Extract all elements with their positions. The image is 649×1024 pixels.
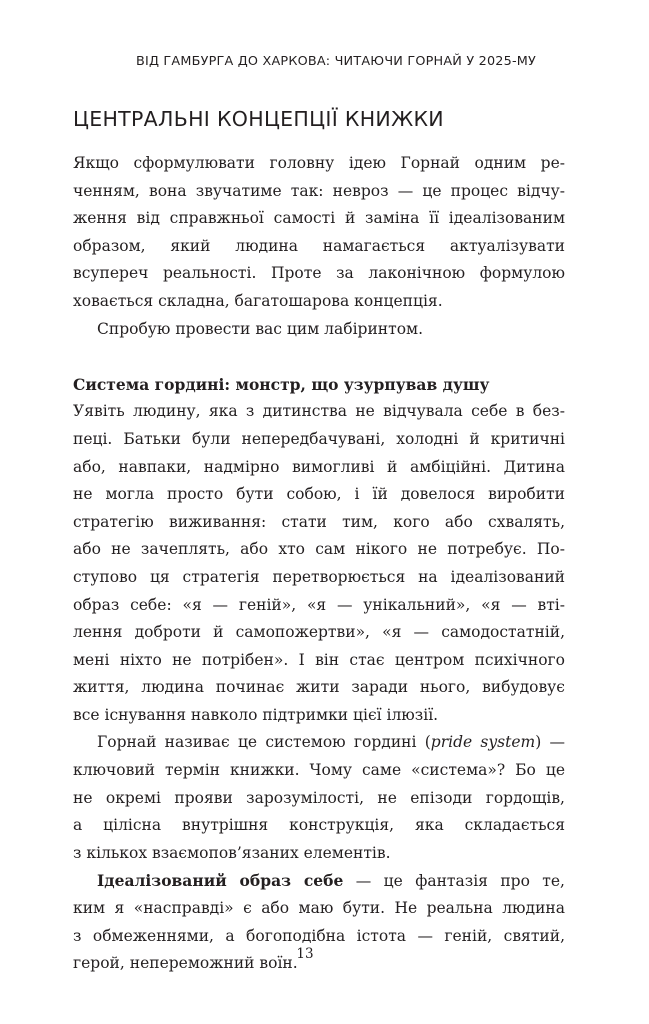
text-line: всупереч реальності. Проте за лаконічною формулою <box>73 264 565 283</box>
text-line: ступово ця стратегія перетворюється на ідеалізований <box>73 567 565 586</box>
text-line: ховається складна, багатошарова концепція. <box>73 291 443 310</box>
text-line: лення доброти й самопожертви», «я — самодостатній, <box>73 623 565 642</box>
running-head: ВІД ГАМБУРГА ДО ХАРКОВА: ЧИТАЮЧИ ГОРНАЙ У 2025-МУ <box>136 54 537 69</box>
text-line: стратегію виживання: стати тим, кого або схвалять, <box>73 512 565 531</box>
text-line: Уявіть людину, яка з дитинства не відчувала себе в без- <box>73 402 565 421</box>
term-bold: Ідеалізований образ себе <box>97 871 344 891</box>
text-line: з кількох взаємопов’язаних елементів. <box>73 843 391 862</box>
text-run: — це фантазія про те, <box>343 872 565 891</box>
text-line: все існування навколо підтримки цієї ілюзії. <box>73 705 439 724</box>
text-line: або не зачеплять, або хто сам нікого не потребує. По- <box>73 540 565 559</box>
text-line: ченням, вона звучатиме так: невроз — це процес відчу- <box>73 181 565 200</box>
text-line: з обмеженнями, а богоподібна істота — геній, святий, <box>73 926 565 945</box>
body-text <box>73 150 565 978</box>
text-line: ження від справжньої самості й заміна її ідеалізованим <box>73 209 565 228</box>
text-line: не окремі прояви зарозумілості, не епізоди гордощів, <box>73 788 565 807</box>
text-line: герой, непереможний воїн. <box>73 954 298 973</box>
text-line <box>73 867 565 895</box>
text-line: пеці. Батьки були непередбачувані, холодні й критичні <box>73 429 565 448</box>
term-italic: pride system <box>430 733 536 752</box>
page-number: 13 <box>296 946 314 962</box>
text-line: мені ніхто не потрібен». І він стає центром психічного <box>73 650 565 669</box>
text-run: Горнай називає це системою гордині ( <box>97 733 431 752</box>
text-line: образ себе: «я — геній», «я — унікальний», «я — вті- <box>73 595 565 614</box>
text-line: ключовий термін книжки. Чому саме «система»? Бо це <box>73 761 565 780</box>
section-heading: Система гордині: монстр, що узурпував душу <box>73 374 490 394</box>
text-line <box>73 729 565 757</box>
text-line: ким я «насправді» є або маю бути. Не реальна людина <box>73 899 565 918</box>
text-line: не могла просто бути собою, і їй довелося виробити <box>73 485 565 504</box>
blank-line <box>73 343 565 371</box>
text-line: життя, людина починає жити заради нього, вибудовує <box>73 678 565 697</box>
text-line: або, навпаки, надмірно вимогливі й амбіційні. Дитина <box>73 457 565 476</box>
text-line: а цілісна внутрішня конструкція, яка складається <box>73 816 565 835</box>
text-run: ) — <box>535 733 566 752</box>
text-line: Спробую провести вас цим лабіринтом. <box>97 319 424 338</box>
text-line: образом, який людина намагається актуалізувати <box>73 236 565 255</box>
text-line: Якщо сформулювати головну ідею Горнай одним ре- <box>73 154 565 172</box>
chapter-title: ЦЕНТРАЛЬНІ КОНЦЕПЦІЇ КНИЖКИ <box>73 107 444 131</box>
